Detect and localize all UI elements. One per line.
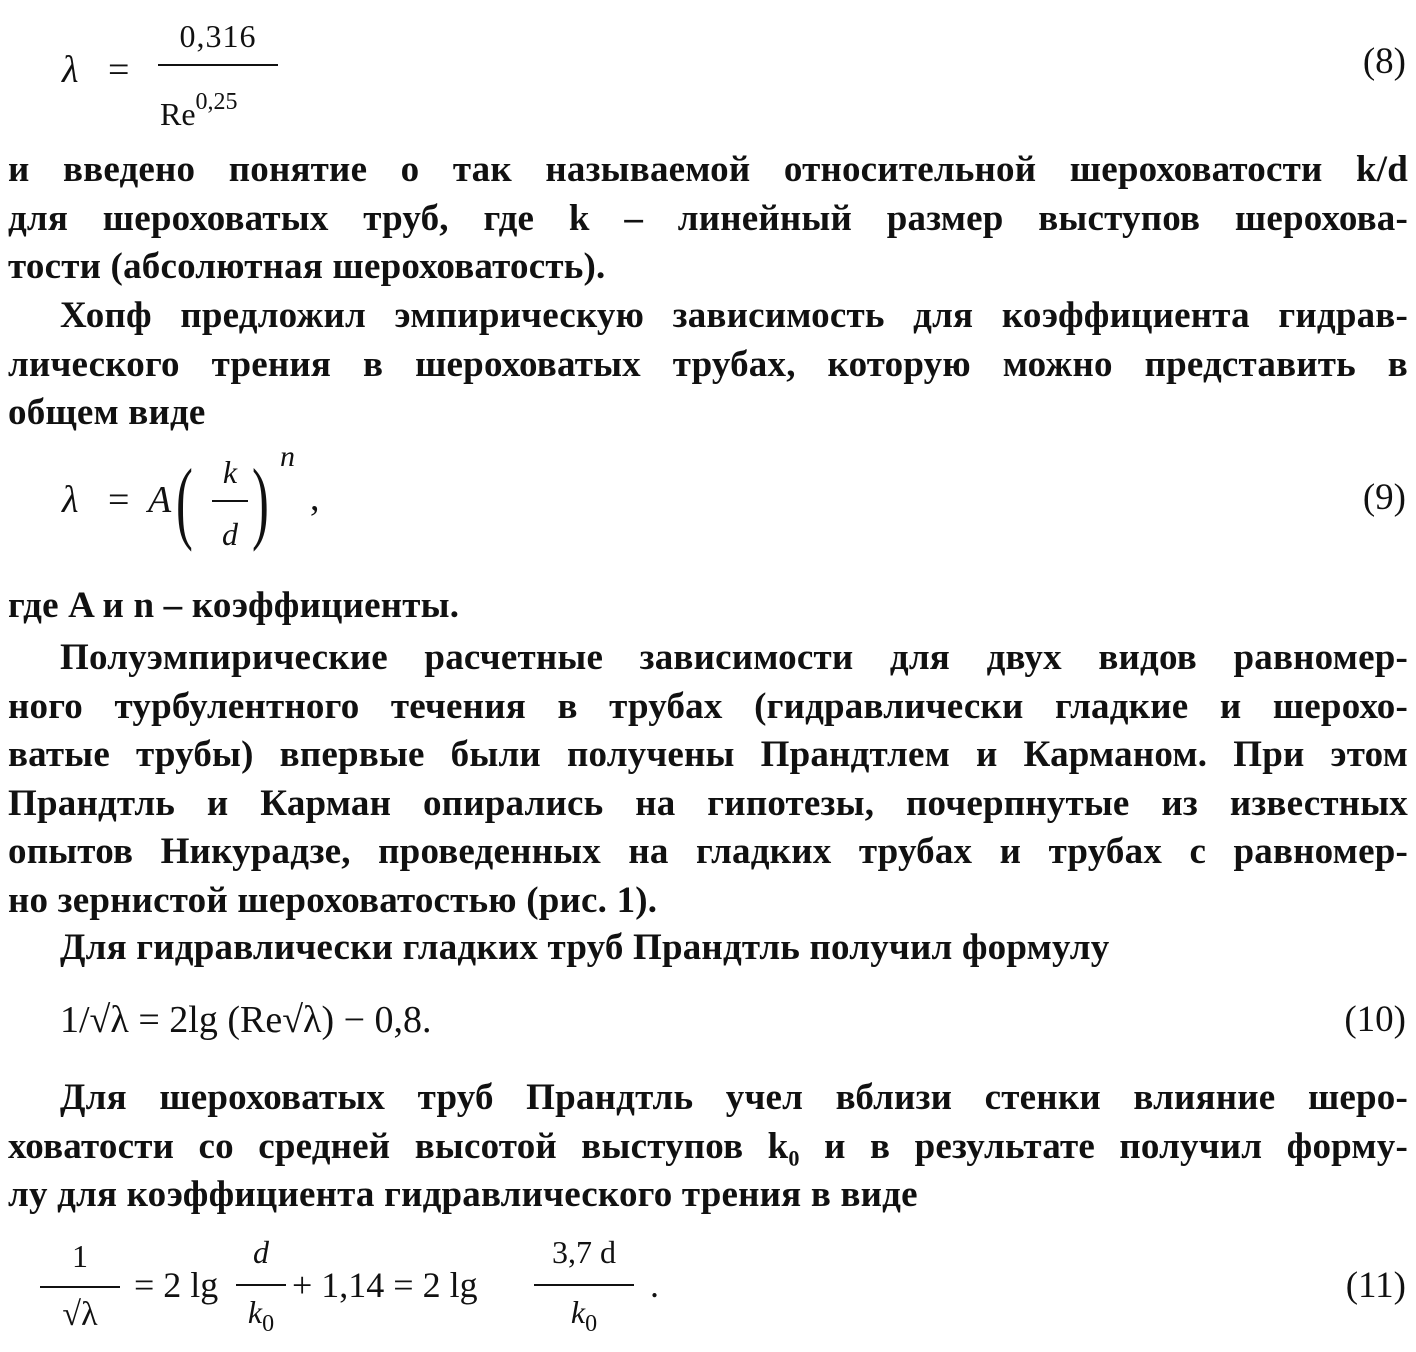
eq11-frac1-denominator [236, 1294, 286, 1337]
eq10-formula: 1/√λ = 2lg (Re√λ) − 0,8. [60, 999, 432, 1041]
eq11-frac1-bar [236, 1284, 286, 1286]
eq11-trailing-dot: . [650, 1265, 659, 1305]
paragraph-4 [8, 634, 1408, 925]
eq9-left-paren: ( [176, 450, 193, 552]
eq11-lhs-fraction-bar [40, 1286, 120, 1288]
paragraph-5 [8, 924, 1408, 973]
eq9-exponent: n [280, 440, 295, 473]
equation-9 [0, 440, 1416, 566]
equation-11 [0, 1228, 1416, 1348]
eq11-frac2-den-subscript: 0 [585, 1311, 598, 1337]
eq9-fraction-bar [212, 500, 248, 502]
eq8-denominator-base: Re [160, 96, 196, 132]
text-line: лу для коэффициента гидравлического трения в виде [8, 1174, 918, 1215]
paragraph-6 [8, 1074, 1408, 1220]
eq8-fraction-bar [158, 64, 278, 66]
eq11-frac1-den-subscript: 0 [262, 1311, 275, 1337]
text-line: тости (абсолютная шероховатость). [8, 246, 606, 287]
text-line: опытов Никурадзе, проведенных на гладких трубах и трубах с равномер- [8, 831, 1408, 872]
eq11-number: (11) [1345, 1265, 1406, 1306]
eq9-lhs: λ [62, 479, 79, 521]
eq11-frac2-bar [534, 1284, 634, 1286]
eq9-equals: = [108, 479, 130, 521]
eq11-frac2-denominator [534, 1294, 634, 1337]
text-line: где A и n – коэффициенты. [8, 585, 460, 626]
text-line: Полуэмпирические расчетные зависимости для двух видов равномер- [60, 637, 1408, 678]
paragraph-3 [8, 582, 1408, 631]
eq11-frac2-numerator [534, 1234, 634, 1271]
text-line: но зернистой шероховатостью (рис. 1). [8, 879, 658, 921]
eq9-trailing-comma: , [310, 477, 320, 519]
text-line: Прандтль и Карман опирались на гипотезы, почерпнутые из известных [8, 782, 1408, 824]
eq11-frac1-den-base: k [247, 1294, 263, 1330]
eq8-equals: = [108, 49, 130, 91]
text-line: ховатости со средней высотой выступов k₀ и в результате получил форму- [8, 1125, 1408, 1167]
text-line: Для шероховатых труб Прандтль учел вблизи стенки влияние шеро- [60, 1077, 1408, 1118]
text-line: лического трения в шероховатых трубах, которую можно представить в [8, 343, 1408, 385]
text-line: ного турбулентного течения в трубах (гидравлически гладкие и шерохо- [8, 685, 1408, 727]
eq11-frac1-numerator: d [253, 1234, 269, 1270]
paragraph-1 [8, 146, 1408, 292]
eq10-number: (10) [1344, 999, 1406, 1040]
eq11-middle-2: + 1,14 = 2 lg [292, 1265, 478, 1305]
text-line: для шероховатых труб, где k – линейный размер выступов шерохова- [8, 197, 1408, 239]
text-line: общем виде [8, 392, 206, 433]
eq9-frac-denominator: d [222, 516, 238, 552]
equation-8 [0, 18, 1416, 132]
eq8-number: (8) [1362, 41, 1406, 82]
text-line: и введено понятие о так называемой относительной шероховатости k/d [8, 149, 1408, 190]
eq9-coefficient: A [148, 479, 172, 521]
text-line: Хопф предложил эмпирическую зависимость для коэффициента гидрав- [60, 295, 1408, 336]
eq9-number: (9) [1362, 477, 1406, 518]
eq11-middle-1: = 2 lg [134, 1265, 219, 1305]
equation-10 [0, 990, 1416, 1060]
paragraph-2 [8, 292, 1408, 438]
eq8-denominator [160, 89, 238, 133]
text-line: ватые трубы) впервые были получены Прандтлем и Карманом. При этом [8, 734, 1408, 775]
eq8-denominator-exponent: 0,25 [195, 89, 238, 115]
eq11-lhs-numerator: 1 [72, 1238, 88, 1274]
eq9-right-paren: ) [252, 450, 269, 552]
eq11-lhs-denominator: √λ [62, 1296, 98, 1333]
eq8-numerator: 0,316 [179, 18, 257, 54]
eq8-lhs: λ [62, 49, 79, 91]
text-line: Для гидравлически гладких труб Прандтль получил формулу [60, 927, 1110, 968]
eq11-frac2-num-text: 3,7 d [552, 1234, 616, 1270]
eq9-frac-numerator: k [222, 454, 238, 490]
eq11-frac2-den-base: k [570, 1294, 586, 1330]
